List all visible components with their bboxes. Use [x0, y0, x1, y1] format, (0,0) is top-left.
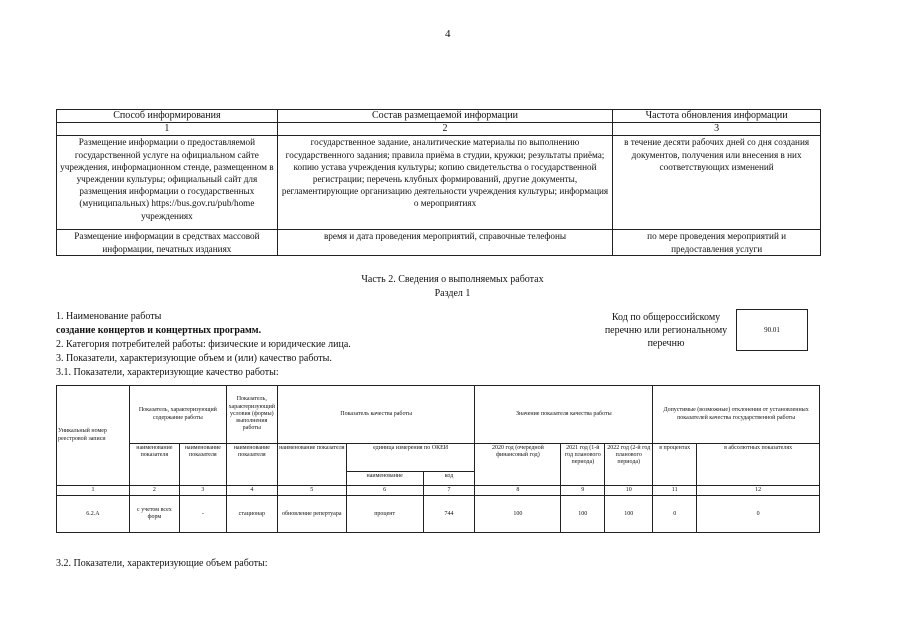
- cell-year-2020: 100: [475, 496, 561, 533]
- work-item-3-2: 3.2. Показатели, характеризующие объем работы:: [56, 558, 268, 569]
- part-title: Часть 2. Сведения о выполняемых работах: [361, 274, 544, 285]
- cell-method: Размещение информации в средствах массовой информации, печатных изданиях: [57, 230, 278, 256]
- header-name-1: наименование показателя: [129, 444, 179, 486]
- info-table-numbers: [57, 123, 821, 136]
- col-number: 2: [277, 123, 612, 136]
- okved-code: 90.01: [736, 309, 808, 351]
- header-content: Показатель, характеризующий содержание работы: [129, 386, 226, 444]
- cell-frequency: по мере проведения мероприятий и предоставления услуги: [613, 230, 821, 256]
- col-number: 3: [613, 123, 821, 136]
- col-number: 1: [57, 123, 278, 136]
- col-number: 2: [129, 486, 179, 496]
- header-conditions: Показатель, характеризующий условия (формы) выполнения работы: [226, 386, 277, 444]
- info-table-header: [57, 110, 821, 123]
- table-row: [57, 136, 821, 230]
- col-number: 9: [561, 486, 605, 496]
- col-number: 1: [57, 486, 130, 496]
- work-item-2: 2. Категория потребителей работы: физические и юридические лица.: [56, 339, 351, 350]
- cell-percent: 0: [653, 496, 697, 533]
- header-values: Значение показателя качества работы: [475, 386, 653, 444]
- header-unit-name: наименование: [346, 472, 423, 486]
- header-year-2022: 2022 год (2-й год планового периода): [605, 444, 653, 486]
- header-frequency: Частота обновления информации: [613, 110, 821, 123]
- cell-content-1: с учетом всех форм: [129, 496, 179, 533]
- header-unit: единица измерения по ОКЕИ: [346, 444, 475, 472]
- quality-table: [56, 385, 820, 533]
- cell-content: государственное задание, аналитические материалы по выполнению государственного задания; правила приёма в студии, кружки; результаты приёма; копию устава учреждения культуры; копию свидетельства о государственной регистрации; перечень клубных формирований, другие документы, регламентирующие организацию деятельности учреждения культуры; информация о мероприятиях: [277, 136, 612, 230]
- cell-unit-name: процент: [346, 496, 423, 533]
- cell-content-2: -: [179, 496, 226, 533]
- header-name-2: наименование показателя: [179, 444, 226, 486]
- header-quality-name: наименование показателя: [277, 444, 346, 486]
- work-item-3-1: 3.1. Показатели, характеризующие качество работы:: [56, 367, 279, 378]
- header-year-2021: 2021 год (1-й год планового периода): [561, 444, 605, 486]
- cell-content: время и дата проведения мероприятий, справочные телефоны: [277, 230, 612, 256]
- table-row: [57, 496, 820, 533]
- col-number: 3: [179, 486, 226, 496]
- col-number: 7: [423, 486, 475, 496]
- column-number-row: [57, 486, 820, 496]
- col-number: 6: [346, 486, 423, 496]
- cell-condition: стационар: [226, 496, 277, 533]
- work-item-3: 3. Показатели, характеризующие объем и (или) качество работы.: [56, 353, 332, 364]
- cell-frequency: в течение десяти рабочих дней со дня создания документов, получения или внесения в них соответствующих изменений: [613, 136, 821, 230]
- col-number: 11: [653, 486, 697, 496]
- cell-year-2021: 100: [561, 496, 605, 533]
- cell-unit-code: 744: [423, 496, 475, 533]
- header-quality: Показатель качества работы: [277, 386, 475, 444]
- work-name: создание концертов и концертных программ.: [56, 325, 262, 336]
- cell-unique-number: 6.2.А: [57, 496, 130, 533]
- col-number: 4: [226, 486, 277, 496]
- header-content: Состав размещаемой информации: [277, 110, 612, 123]
- cell-absolute: 0: [697, 496, 820, 533]
- header-unit-code: код: [423, 472, 475, 486]
- col-number: 12: [697, 486, 820, 496]
- information-table: [56, 109, 821, 256]
- table-row: [57, 230, 821, 256]
- header-year-2020: 2020 год (очередной финансовый год): [475, 444, 561, 486]
- page-number: 4: [445, 28, 451, 40]
- header-unique-number: Уникальный номер реестровой записи: [57, 386, 130, 486]
- col-number: 10: [605, 486, 653, 496]
- header-absolute: в абсолютных показателях: [697, 444, 820, 486]
- col-number: 5: [277, 486, 346, 496]
- section-title: Раздел 1: [434, 288, 471, 299]
- col-number: 8: [475, 486, 561, 496]
- header-percent: в процентах: [653, 444, 697, 486]
- cell-quality-name: обновление репертуара: [277, 496, 346, 533]
- header-name-3: наименование показателя: [226, 444, 277, 486]
- header-method: Способ информирования: [57, 110, 278, 123]
- header-deviation: Допустимые (возможные) отклонения от установленных показателей качества государственной работы: [653, 386, 820, 444]
- work-item-1: 1. Наименование работы: [56, 311, 162, 322]
- okved-label: Код по общероссийскому перечню или региональному перечню: [604, 312, 728, 349]
- cell-method: Размещение информации о предоставляемой государственной услуге на официальном сайте учреждения, информационном стенде, размещенном в учреждении культуры; официальный сайт для размещения информации о государственных (муниципальных) https://bus.gov.ru/pub/home учреждениях: [57, 136, 278, 230]
- cell-year-2022: 100: [605, 496, 653, 533]
